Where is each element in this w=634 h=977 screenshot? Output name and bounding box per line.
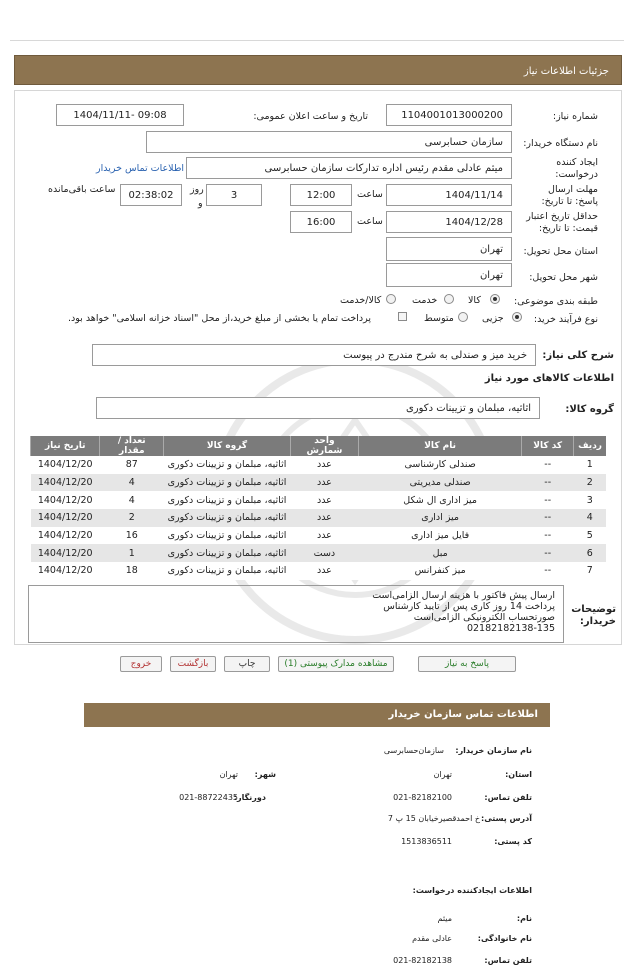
category-radio-service[interactable]	[444, 294, 454, 304]
deadline-label: مهلت ارسال پاسخ: تا تاریخ:	[541, 184, 598, 207]
cell-unit: دست	[290, 544, 358, 562]
notes-line: ارسال پیش فاکتور با هزینه ارسال الزامی‌است	[372, 590, 555, 601]
cell-code: --	[522, 456, 574, 474]
creator-phone-value: 021-82182138	[393, 956, 452, 965]
cell-code: --	[522, 527, 574, 545]
province-field: تهران	[386, 237, 512, 261]
contact-title: اطلاعات تماس سازمان خریدار	[388, 709, 538, 720]
cell-qty: 4	[100, 474, 164, 492]
cell-row: 1	[574, 456, 606, 474]
buyer-field: سازمان حسابرسی	[146, 131, 512, 153]
cell-unit: عدد	[290, 509, 358, 527]
contact-org-label: نام سازمان خریدار:	[455, 746, 532, 755]
contact-province-label: استان:	[505, 770, 532, 779]
treasury-checkbox[interactable]	[398, 312, 407, 321]
cell-group: اثاثیه، مبلمان و تزیینات دکوری	[164, 509, 291, 527]
notes-line: صورتحساب الکترونیکی الزامی‌است	[413, 612, 555, 623]
col-name: نام کالا	[358, 436, 521, 456]
creator-phone-label: تلفن تماس:	[484, 956, 532, 965]
cell-code: --	[522, 544, 574, 562]
validity-date-field: 1404/12/28	[386, 211, 512, 233]
days-field: 3	[206, 184, 262, 206]
back-button[interactable]: بازگشت	[170, 656, 216, 672]
creator-family-value: عادلی مقدم	[412, 934, 452, 943]
cell-name: صندلی کارشناسی	[358, 456, 521, 474]
creator-family-label: نام خانوادگی:	[477, 934, 532, 943]
goods-group-label: گروه کالا:	[565, 404, 614, 415]
table-row	[31, 491, 607, 509]
exit-button[interactable]: خروج	[120, 656, 162, 672]
cell-code: --	[522, 474, 574, 492]
cell-group: اثاثیه، مبلمان و تزیینات دکوری	[164, 544, 291, 562]
contact-fax-value: 021-88722435	[179, 793, 238, 802]
notes-line: 02182182138-135	[466, 623, 555, 634]
cell-name: مبل	[358, 544, 521, 562]
deadline-time-field: 12:00	[290, 184, 352, 206]
contact-province-value: تهران	[433, 770, 452, 779]
cell-row: 5	[574, 527, 606, 545]
need-number-label: شماره نیاز:	[552, 111, 598, 122]
cell-row: 7	[574, 562, 606, 580]
contact-postal-value: 1513836511	[401, 837, 452, 846]
need-number-field: 1104001013000200	[386, 104, 512, 126]
province-label: استان محل تحویل:	[523, 246, 598, 257]
cell-date: 1404/12/20	[31, 456, 100, 474]
cell-unit: عدد	[290, 527, 358, 545]
table-row	[31, 562, 607, 580]
cell-qty: 16	[100, 527, 164, 545]
category-radio-both[interactable]	[386, 294, 396, 304]
top-divider	[10, 40, 624, 41]
buyer-contact-link[interactable]: اطلاعات تماس خریدار	[96, 163, 185, 174]
reply-button[interactable]: پاسخ به نیاز	[418, 656, 516, 672]
process-radio-medium[interactable]	[458, 312, 468, 322]
creator-field: میثم عادلی مقدم رئیس اداره تدارکات سازمان حسابرسی	[186, 157, 512, 179]
cell-date: 1404/12/20	[31, 544, 100, 562]
cell-row: 3	[574, 491, 606, 509]
cell-row: 6	[574, 544, 606, 562]
cell-group: اثاثیه، مبلمان و تزیینات دکوری	[164, 527, 291, 545]
days-label: روز	[190, 184, 204, 195]
process-option-partial: جزیی	[482, 313, 504, 324]
col-date: تاریخ نیاز	[31, 436, 100, 456]
col-unit: واحد شمارش	[290, 436, 358, 456]
cell-name: صندلی مدیریتی	[358, 474, 521, 492]
cell-unit: عدد	[290, 474, 358, 492]
cell-group: اثاثیه، مبلمان و تزیینات دکوری	[164, 456, 291, 474]
contact-fax-label: دورنگار:	[233, 793, 266, 802]
cell-qty: 2	[100, 509, 164, 527]
cell-group: اثاثیه، مبلمان و تزیینات دکوری	[164, 474, 291, 492]
payment-note: پرداخت تمام یا بخشی از مبلغ خرید،از محل "اسناد خزانه اسلامی" خواهد بود.	[68, 313, 371, 324]
cell-qty: 4	[100, 491, 164, 509]
notes-line: پرداخت 14 روز کاری پس از تایید کارشناس	[383, 601, 555, 612]
table-row	[31, 456, 607, 474]
remaining-field: 02:38:02	[120, 184, 182, 206]
table-row	[31, 544, 607, 562]
contact-address-value: خ احمدقصیرخیابان 15 پ 7	[387, 814, 480, 823]
cell-code: --	[522, 509, 574, 527]
cell-qty: 1	[100, 544, 164, 562]
contact-header	[84, 703, 550, 727]
cell-name: فایل میز اداری	[358, 527, 521, 545]
category-radio-goods[interactable]	[490, 294, 500, 304]
cell-group: اثاثیه، مبلمان و تزیینات دکوری	[164, 562, 291, 580]
col-code: کد کالا	[522, 436, 574, 456]
creator-name-label: نام:	[516, 914, 532, 923]
contact-phone-label: تلفن تماس:	[484, 793, 532, 802]
deadline-time-label: ساعت	[357, 189, 383, 200]
summary-label: شرح کلی نیاز:	[542, 350, 614, 361]
goods-info-title: اطلاعات کالاهای مورد نیاز	[484, 373, 614, 384]
announce-label: تاریخ و ساعت اعلان عمومی:	[253, 111, 368, 122]
cell-qty: 87	[100, 456, 164, 474]
category-label: طبقه بندی موضوعی:	[513, 296, 598, 307]
category-option-both: کالا/خدمت	[340, 295, 382, 306]
notes-box	[28, 585, 564, 643]
cell-unit: عدد	[290, 456, 358, 474]
contact-phone-value: 021-82182100	[393, 793, 452, 802]
creator-name-value: میثم	[437, 914, 452, 923]
contact-city-label: شهر:	[254, 770, 276, 779]
cell-qty: 18	[100, 562, 164, 580]
col-group: گروه کالا	[164, 436, 291, 456]
cell-row: 4	[574, 509, 606, 527]
process-option-medium: متوسط	[424, 313, 454, 324]
contact-org-value: سازمان‌حسابرسی	[383, 746, 444, 755]
remaining-label: ساعت باقی‌مانده	[48, 184, 116, 195]
cell-unit: عدد	[290, 491, 358, 509]
cell-date: 1404/12/20	[31, 509, 100, 527]
table-row	[31, 509, 607, 527]
contact-address-label: آدرس پستی:	[481, 814, 532, 823]
category-option-service: خدمت	[412, 295, 438, 306]
table-row	[31, 527, 607, 545]
cell-code: --	[522, 562, 574, 580]
buyer-label: نام دستگاه خریدار:	[523, 138, 598, 149]
announce-field: 1404/11/11- 09:08	[56, 104, 184, 126]
page-title: جزئیات اطلاعات نیاز	[523, 66, 609, 77]
contact-city-value: تهران	[219, 770, 238, 779]
cell-row: 2	[574, 474, 606, 492]
process-radio-partial[interactable]	[512, 312, 522, 322]
deadline-date-field: 1404/11/14	[386, 184, 512, 206]
process-label: نوع فرآیند خرید:	[533, 314, 598, 325]
col-row: ردیف	[574, 436, 606, 456]
cell-group: اثاثیه، مبلمان و تزیینات دکوری	[164, 491, 291, 509]
validity-time-field: 16:00	[290, 211, 352, 233]
cell-date: 1404/12/20	[31, 527, 100, 545]
validity-time-label: ساعت	[357, 216, 383, 227]
and-label: و	[198, 198, 203, 209]
cell-name: میز اداری ال شکل	[358, 491, 521, 509]
city-field: تهران	[386, 263, 512, 287]
category-option-goods: کالا	[468, 295, 481, 306]
summary-field: خرید میز و صندلی به شرح مندرج در پیوست	[92, 344, 536, 366]
table-row	[31, 474, 607, 492]
cell-date: 1404/12/20	[31, 491, 100, 509]
creator-info-title: اطلاعات ایجادکننده درخواست:	[412, 886, 532, 895]
validity-label: حداقل تاریخ اعتبار قیمت: تا تاریخ:	[526, 211, 598, 234]
goods-group-field: اثاثیه، مبلمان و تزیینات دکوری	[96, 397, 540, 419]
cell-name: میز کنفرانس	[358, 562, 521, 580]
col-qty: تعداد / مقدار	[100, 436, 164, 456]
cell-unit: عدد	[290, 562, 358, 580]
print-button[interactable]: چاپ	[224, 656, 270, 672]
cell-date: 1404/12/20	[31, 474, 100, 492]
cell-code: --	[522, 491, 574, 509]
notes-label: توضیحات خریدار:	[571, 604, 616, 627]
page-header	[14, 55, 622, 85]
items-table-header	[31, 436, 607, 456]
cell-date: 1404/12/20	[31, 562, 100, 580]
contact-postal-label: کد پستی:	[494, 837, 532, 846]
attachments-button[interactable]: مشاهده مدارک پیوستی (1)	[278, 656, 394, 672]
items-table	[30, 436, 606, 580]
creator-label: ایجاد کننده درخواست:	[555, 157, 598, 180]
city-label: شهر محل تحویل:	[529, 272, 598, 283]
cell-name: میز اداری	[358, 509, 521, 527]
